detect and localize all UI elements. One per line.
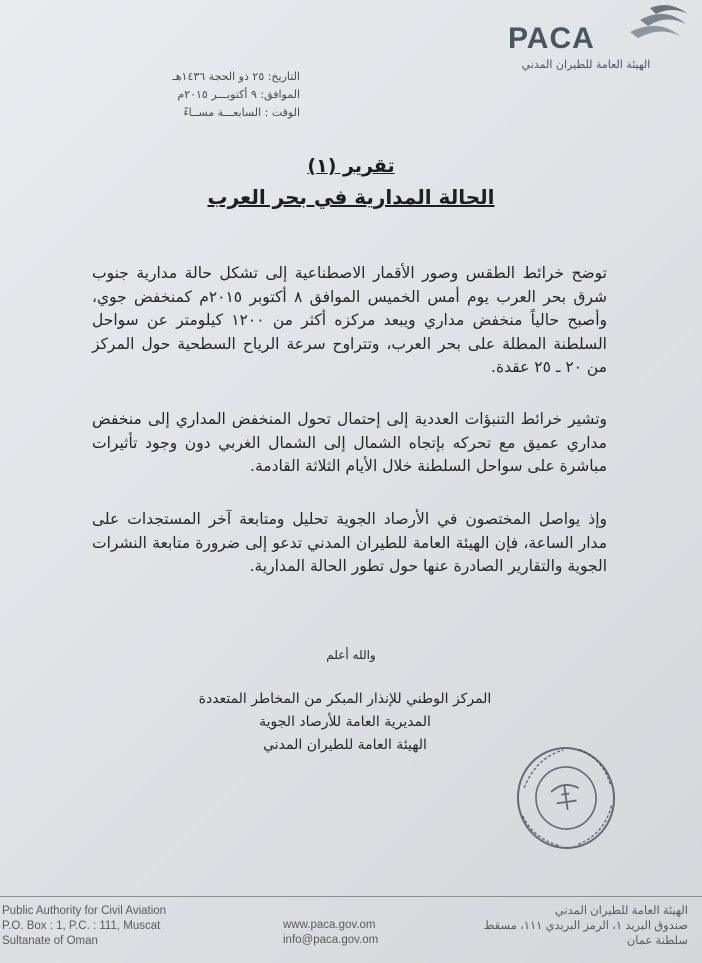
date-gregorian: الموافق: ٩ أكتوبـــر ٢٠١٥م <box>177 88 300 101</box>
signature-line-1: المركز الوطني للإنذار المبكر من المخاطر المتعددة <box>198 691 492 707</box>
date-hijri: التاريخ: ٢٥ ذو الحجة ١٤٣٦هـ <box>172 70 300 83</box>
footer-ar-line-3: سلطنة عمان <box>626 935 688 947</box>
logo-arabic-name: الهيئة العامة للطيران المدني <box>521 58 651 71</box>
date-block <box>100 68 300 122</box>
footer-website-link[interactable]: www.paca.gov.om <box>283 919 376 931</box>
footer-en-line-3: Sultanate of Oman <box>2 935 98 947</box>
report-number-title: تقرير (١) <box>307 155 395 177</box>
footer-ar-line-1: الهيئة العامة للطيران المدني <box>554 905 688 917</box>
footer-en-line-2: P.O. Box : 1, P.C. : 111, Muscat <box>2 920 161 932</box>
paragraph-2: وتشير خرائط التنبؤات العددية إلى إحتمال تحول المنخفض المداري إلى منخفض مداري عميق مع تحركه بإتجاه الشمال إلى الشمال الغربي دون وجود تأثيرات مباشرة على سواحل السلطنة خلال الأيام الثلاثة القادمة. <box>92 410 607 475</box>
footer-address-english <box>2 904 166 949</box>
closing-phrase: والله أعلم <box>326 648 376 662</box>
footer-divider <box>0 896 702 897</box>
footer-address-arabic <box>468 904 688 949</box>
footer-email-link[interactable]: info@paca.gov.om <box>283 934 379 946</box>
signature-line-3: الهيئة العامة للطيران المدني <box>263 737 427 753</box>
footer-contact <box>283 918 378 948</box>
official-seal-stamp <box>512 742 620 854</box>
signature-block <box>180 688 510 757</box>
report-subtitle: الحالة المدارية في بحر العرب <box>207 185 495 209</box>
paragraph-1: توضح خرائط الطقس وصور الأقمار الاصطناعية إلى تشكل حالة مدارية جنوب شرق بحر العرب يوم أمس الخميس الموافق ٨ أكتوبر ٢٠١٥م كمنخفض جوي، وأصبح حالياً منخفض مداري ويبعد مركزه أكثر من ١٢٠٠ كيلومتر عن سواحل السلطنة المطلة على بحر العرب، وتتراوح سرعة الرياح السطحية حول المركز من ٢٠ ـ ٢٥ عقدة. <box>92 264 607 376</box>
logo-wordmark: PACA <box>508 22 595 55</box>
report-time: الوقت : السابعـــة مســاءً <box>183 106 300 119</box>
footer-en-line-1: Public Authority for Civil Aviation <box>2 905 167 917</box>
footer-ar-line-2: صندوق البريد ١، الرمز البريدي ١١١، مسقط <box>483 920 688 932</box>
paragraph-3: وإذ يواصل المختصون في الأرصاد الجوية تحليل ومتابعة آخر المستجدات على مدار الساعة، فإن الهيئة العامة للطيران المدني تدعو إلى ضرورة متابعة النشرات الجوية والتقارير الصادرة عنها حول تطور الحالة المدارية. <box>92 510 607 575</box>
signature-line-2: المديرية العامة للأرصاد الجوية <box>259 714 431 730</box>
